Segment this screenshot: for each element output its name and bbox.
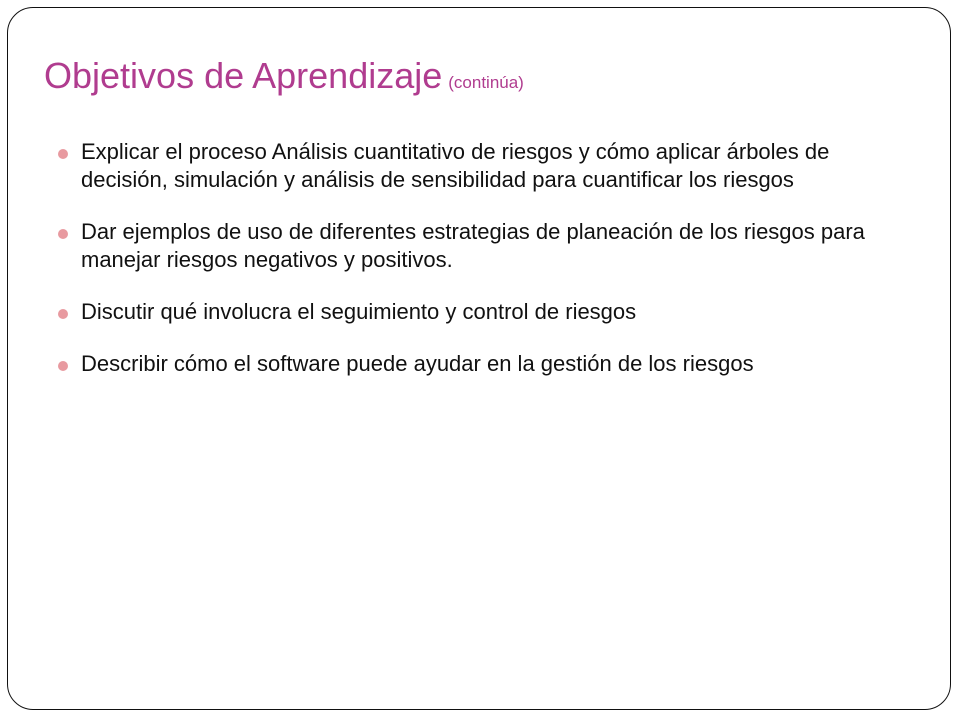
slide-subtitle: (continúa)	[448, 73, 524, 92]
bullet-dot-icon	[58, 361, 68, 371]
bullet-item	[58, 138, 918, 194]
bullet-item	[58, 350, 918, 378]
slide-frame	[7, 7, 951, 710]
bullet-item	[58, 298, 918, 326]
bullet-dot-icon	[58, 149, 68, 159]
bullet-text: Explicar el proceso Análisis cuantitativo de riesgos y cómo aplicar árboles de decisión, simulación y análisis de sensibilidad para cuantificar los riesgos	[81, 139, 830, 192]
bullet-dot-icon	[58, 309, 68, 319]
slide-title-text: Objetivos de Aprendizaje	[44, 55, 443, 96]
bullet-item	[58, 218, 918, 274]
bullet-dot-icon	[58, 229, 68, 239]
bullet-text: Discutir qué involucra el seguimiento y control de riesgos	[81, 299, 637, 324]
bullet-text: Describir cómo el software puede ayudar en la gestión de los riesgos	[81, 351, 754, 376]
bullet-list	[58, 138, 918, 378]
slide-title	[44, 54, 524, 105]
bullet-text: Dar ejemplos de uso de diferentes estrategias de planeación de los riesgos para manejar riesgos negativos y positivos.	[81, 219, 865, 272]
